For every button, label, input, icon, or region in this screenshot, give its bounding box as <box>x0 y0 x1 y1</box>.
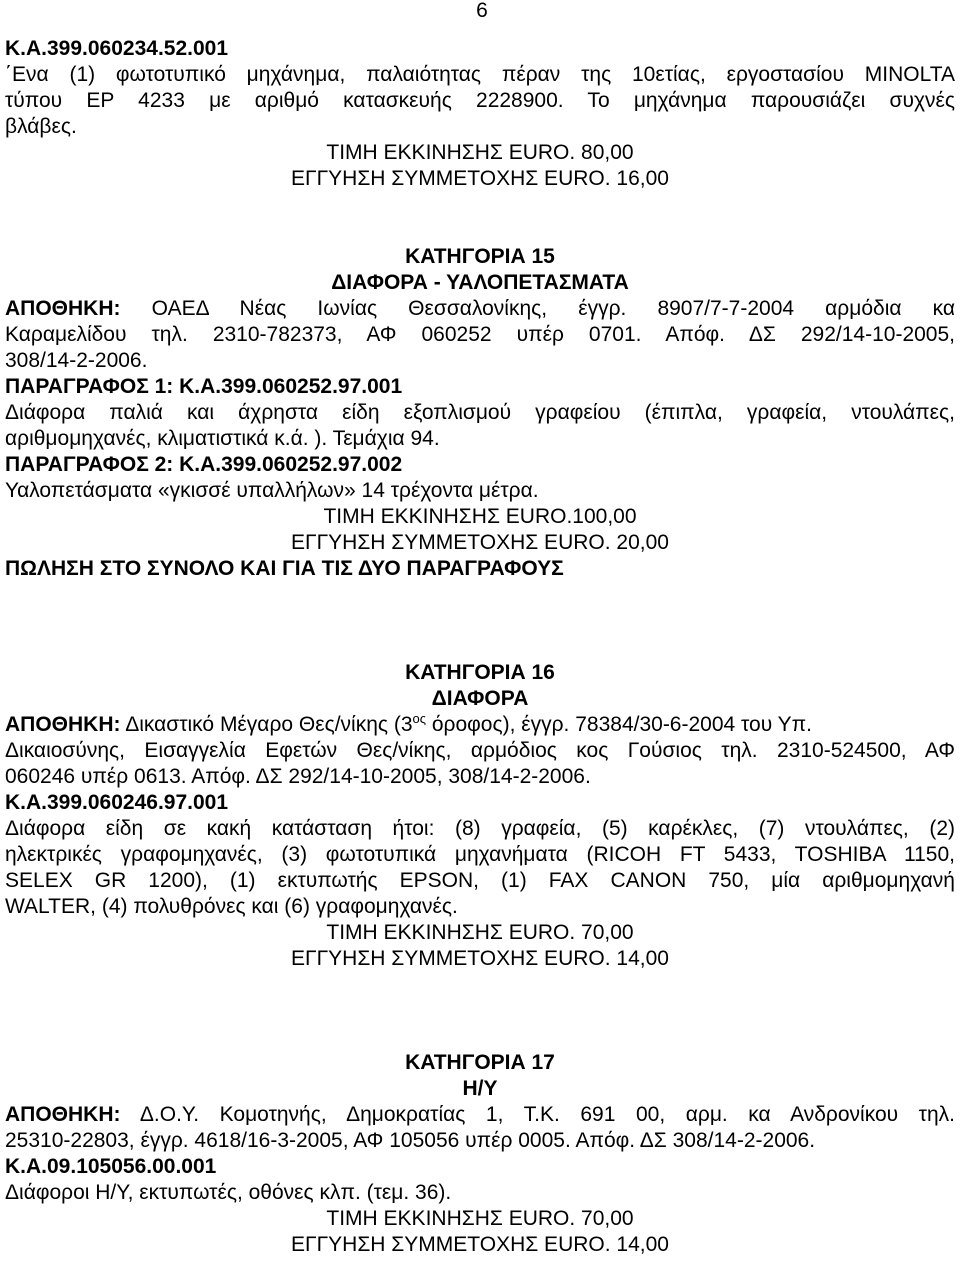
storage-line: Δικαιοσύνης, Εισαγγελία Εφετών Θες/νίκης, αρμόδιος κος Γούσιος τηλ. 2310-524500, ΑΦ <box>5 739 955 762</box>
storage-line <box>5 1102 955 1128</box>
sale-note: ΠΩΛΗΣΗ ΣΤΟ ΣΥΝΟΛΟ ΚΑΙ ΓΙΑ ΤΙΣ ΔΥΟ ΠΑΡΑΓΡΑΦΟΥΣ <box>5 557 564 580</box>
lot-text-line: WALTER, (4) πολυθρόνες και (6) γραφομηχανές. <box>5 895 458 918</box>
storage-line: Καραμελίδου τηλ. 2310-782373, ΑΦ 060252 υπέρ 0701. Απόφ. ΔΣ 292/14-10-2005, <box>5 323 955 346</box>
storage-label: ΑΠΟΘΗΚΗ: <box>5 297 121 320</box>
lot-code: Κ.Α.09.105056.00.001 <box>5 1155 217 1178</box>
paragraph-label: ΠΑΡΑΓΡΑΦΟΣ 1: Κ.Α.399.060252.97.001 <box>5 375 403 398</box>
category-subheading: ΔΙΑΦΟΡΑ <box>431 687 529 710</box>
storage-line: 25310-22803, έγγρ. 4618/16-3-2005, ΑΦ 105056 υπέρ 0005. Απόφ. ΔΣ 308/14-2-2006. <box>5 1129 816 1152</box>
paragraph-text: Υαλοπετάσματα «γκισσέ υπαλλήλων» 14 τρέχοντα μέτρα. <box>5 479 539 502</box>
storage-line <box>5 712 955 738</box>
category-heading: ΚΑΤΗΓΟΡΙΑ 16 <box>405 661 555 684</box>
storage-text: Δικαστικό Μέγαρο Θες/νίκης (3 <box>125 713 413 736</box>
lot-code: Κ.Α.399.060234.52.001 <box>5 37 229 60</box>
lot-text-line: SELEX GR 1200), (1) εκτυπωτής EPSON, (1) FAX CANON 750, μία αριθμομηχανή <box>5 869 955 892</box>
start-price: ΤΙΜΗ ΕΚΚΙΝΗΣΗΣ EURO. 70,00 <box>326 1207 634 1230</box>
deposit: ΕΓΓΥΗΣΗ ΣΥΜΜΕΤΟΧΗΣ EURO. 20,00 <box>291 531 669 554</box>
paragraph-label: ΠΑΡΑΓΡΑΦΟΣ 2: Κ.Α.399.060252.97.002 <box>5 453 403 476</box>
start-price: ΤΙΜΗ ΕΚΚΙΝΗΣΗΣ EURO. 70,00 <box>326 921 634 944</box>
storage-line: 060246 υπέρ 0613. Απόφ. ΔΣ 292/14-10-2005, 308/14-2-2006. <box>5 765 591 788</box>
lot-text-line: ηλεκτρικές γραφομηχανές, (3) φωτοτυπικά μηχανήματα (RICOH FT 5433, TOSHIBA 1150, <box>5 843 955 866</box>
storage-line <box>5 296 955 322</box>
category-subheading: ΔΙΑΦΟΡΑ - ΥΑΛΟΠΕΤΑΣΜΑΤΑ <box>331 271 629 294</box>
storage-label: ΑΠΟΘΗΚΗ: <box>5 1103 121 1126</box>
paragraph-text: αριθμομηχανές, κλιματιστικά κ.ά. ). Τεμάχια 94. <box>5 427 440 450</box>
deposit: ΕΓΓΥΗΣΗ ΣΥΜΜΕΤΟΧΗΣ EURO. 16,00 <box>291 167 669 190</box>
storage-text: Δ.Ο.Υ. Κομοτηνής, Δημοκρατίας 1, Τ.Κ. 691 00, αρμ. κα Ανδρονίκου τηλ. <box>139 1103 955 1126</box>
page-number: 6 <box>476 0 488 22</box>
start-price: ΤΙΜΗ ΕΚΚΙΝΗΣΗΣ EURO.100,00 <box>323 505 637 528</box>
lot-text-line: βλάβες. <box>5 115 77 138</box>
paragraph-text: Διάφορα παλιά και άχρηστα είδη εξοπλισμού γραφείου (έπιπλα, γραφεία, ντουλάπες, <box>5 401 955 424</box>
storage-label: ΑΠΟΘΗΚΗ: <box>5 713 121 736</box>
storage-text: ΟΑΕΔ Νέας Ιωνίας Θεσσαλονίκης, έγγρ. 8907/7-7-2004 αρμόδια κα <box>151 297 955 320</box>
category-heading: ΚΑΤΗΓΟΡΙΑ 15 <box>405 245 555 268</box>
lot-code: Κ.Α.399.060246.97.001 <box>5 791 229 814</box>
ordinal-suffix: ος <box>412 711 427 726</box>
lot-text-line: ΄Ενα (1) φωτοτυπικό μηχάνημα, παλαιότητας πέραν της 10ετίας, εργοστασίου MINOLTA <box>5 63 955 86</box>
lot-text-line: Διάφοροι Η/Υ, εκτυπωτές, οθόνες κλπ. (τεμ. 36). <box>5 1181 452 1204</box>
deposit: ΕΓΓΥΗΣΗ ΣΥΜΜΕΤΟΧΗΣ EURO. 14,00 <box>291 947 669 970</box>
storage-line: 308/14-2-2006. <box>5 349 148 372</box>
start-price: ΤΙΜΗ ΕΚΚΙΝΗΣΗΣ EURO. 80,00 <box>326 141 634 164</box>
lot-text-line: Διάφορα είδη σε κακή κατάσταση ήτοι: (8) γραφεία, (5) καρέκλες, (7) ντουλάπες, (2) <box>5 817 955 840</box>
storage-text: όροφος), έγγρ. 78384/30-6-2004 του Υπ. <box>426 713 812 736</box>
deposit: ΕΓΓΥΗΣΗ ΣΥΜΜΕΤΟΧΗΣ EURO. 14,00 <box>291 1233 669 1256</box>
category-subheading: Η/Υ <box>462 1077 498 1100</box>
category-heading: ΚΑΤΗΓΟΡΙΑ 17 <box>405 1051 555 1074</box>
lot-text-line: τύπου EP 4233 με αριθμό κατασκευής 2228900. Το μηχάνημα παρουσιάζει συχνές <box>5 89 955 112</box>
